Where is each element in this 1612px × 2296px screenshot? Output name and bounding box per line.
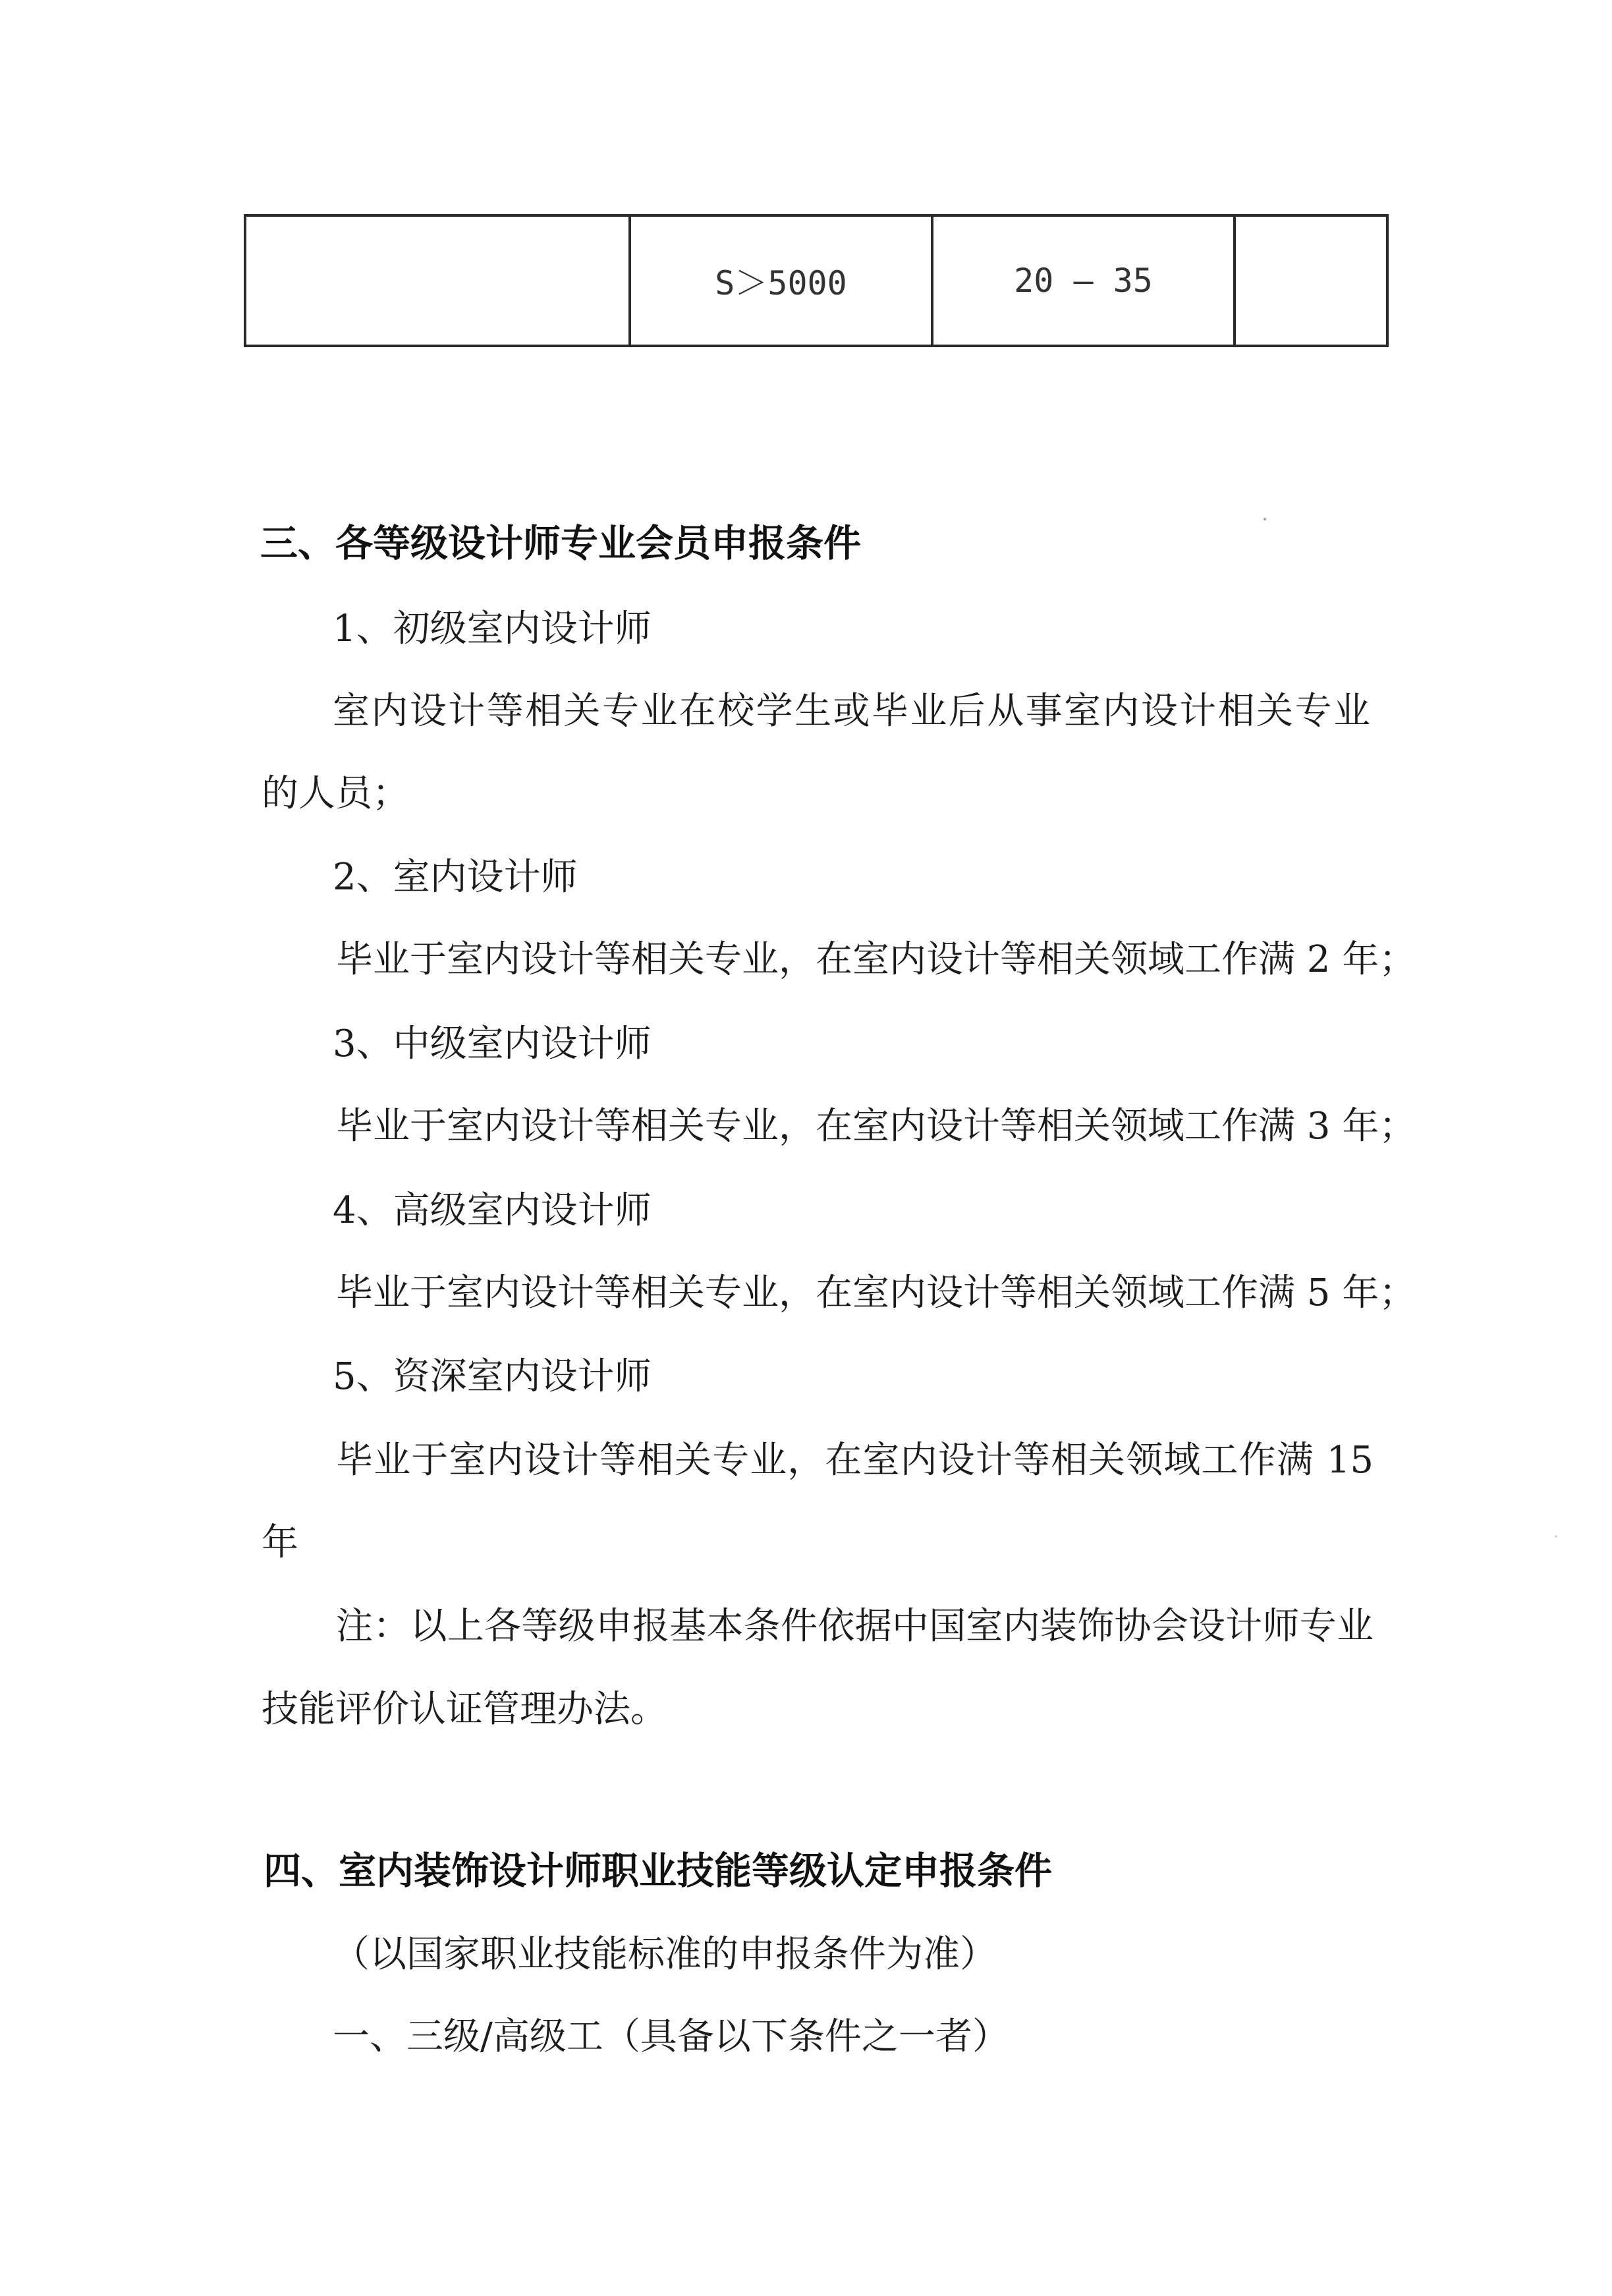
level1-title: 1、初级室内设计师 [333,607,652,650]
note-line1: 注：以上各等级申报基本条件依据中国室内装饰协会设计师专业 [336,1605,1374,1648]
section4-heading: 四、室内装饰设计师职业技能等级认定申报条件 [264,1849,1052,1893]
table-fragment [244,214,1389,347]
level1-body-line2: 的人员； [262,772,409,815]
table-cell-area: S＞5000 [630,215,932,346]
level3-body: 毕业于室内设计等相关专业，在室内设计等相关领域工作满 3 年； [336,1105,1416,1148]
level1-body-line1: 室内设计等相关专业在校学生或毕业后从事室内设计相关专业 [333,690,1370,733]
section4-subheading: （以国家职业技能标准的申报条件为准） [333,1933,997,1976]
table-row [245,215,1387,346]
level2-body: 毕业于室内设计等相关专业，在室内设计等相关领域工作满 2 年； [336,938,1416,981]
section3-heading: 三、各等级设计师专业会员申报条件 [260,522,861,565]
table-cell-empty [1235,215,1387,346]
level4-body: 毕业于室内设计等相关专业，在室内设计等相关领域工作满 5 年； [336,1272,1416,1314]
level3-title: 3、中级室内设计师 [333,1022,652,1065]
scan-speck [1555,1535,1557,1538]
level4-title: 4、高级室内设计师 [333,1189,652,1232]
scan-speck [1264,518,1266,520]
table-cell-empty [245,215,630,346]
level5-body-line2: 年 [262,1521,298,1564]
level5-body-line1: 毕业于室内设计等相关专业，在室内设计等相关领域工作满 15 [336,1439,1374,1482]
table-cell-range: 20 — 35 [932,215,1235,346]
level5-title: 5、资深室内设计师 [333,1355,652,1398]
note-line2: 技能评价认证管理办法。 [262,1688,667,1731]
section4-item1: 一、三级/高级工（具备以下条件之一者） [333,2015,1009,2058]
level2-title: 2、室内设计师 [333,856,578,899]
